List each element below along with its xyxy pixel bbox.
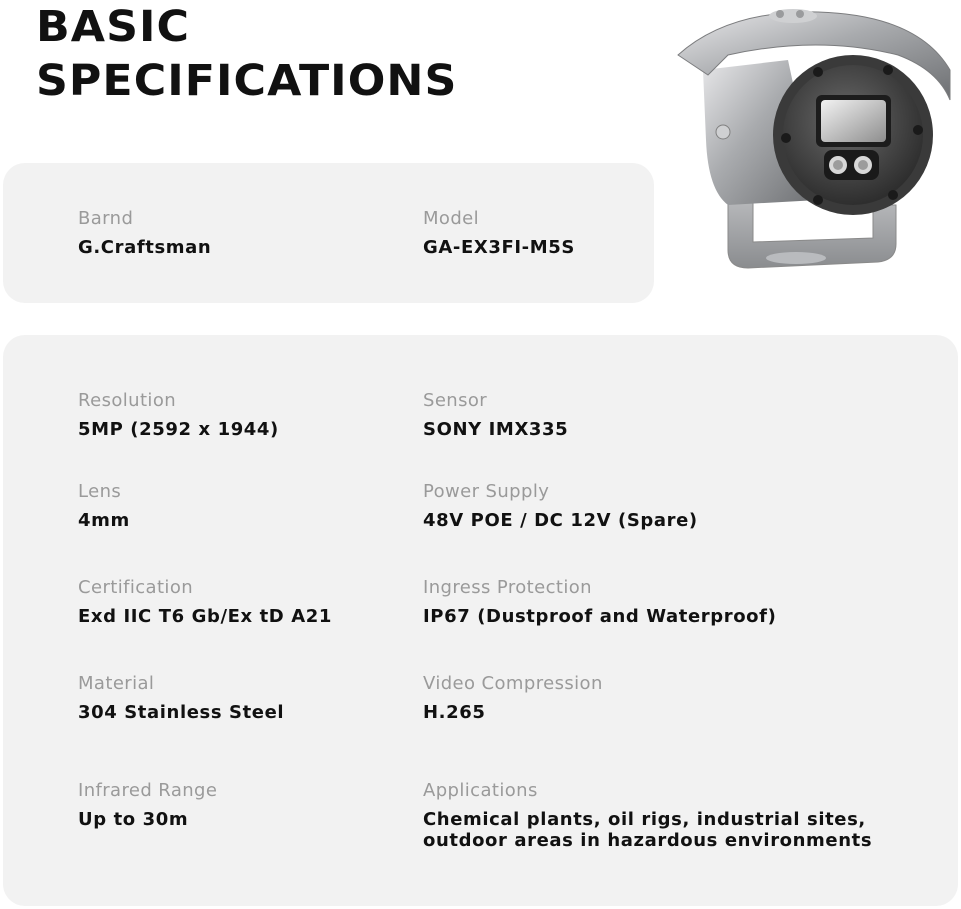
identity-card (3, 163, 654, 303)
model-field (423, 208, 575, 258)
brand-field (78, 208, 211, 258)
title-line-2: SPECIFICATIONS (36, 56, 458, 106)
page-title (36, 0, 457, 108)
brand-value: G.Craftsman (78, 237, 212, 258)
ingress-label: Ingress Protection (423, 577, 592, 598)
compression-value: H.265 (423, 702, 486, 723)
compression-field (423, 673, 603, 723)
specs-card (3, 335, 958, 906)
compression-label: Video Compression (423, 673, 603, 694)
model-label: Model (423, 208, 480, 229)
sensor-value: SONY IMX335 (423, 419, 569, 440)
ingress-field (423, 577, 776, 627)
certification-value: Exd IIC T6 Gb/Ex tD A21 (78, 606, 332, 627)
lens-label: Lens (78, 481, 122, 502)
lens-field (78, 481, 130, 531)
certification-label: Certification (78, 577, 194, 598)
applications-label: Applications (423, 780, 538, 801)
explosion-proof-camera-icon (668, 0, 958, 278)
brand-label: Barnd (78, 208, 134, 229)
title-line-1: BASIC (36, 2, 191, 52)
ingress-value: IP67 (Dustproof and Waterproof) (423, 606, 777, 627)
applications-value: Chemical plants, oil rigs, industrial sites, outdoor areas in hazardous environments (423, 809, 873, 851)
lens-value: 4mm (78, 510, 130, 531)
material-value: 304 Stainless Steel (78, 702, 285, 723)
resolution-field (78, 390, 279, 440)
applications-field (423, 780, 923, 851)
material-field (78, 673, 284, 723)
infrared-field (78, 780, 217, 830)
resolution-value: 5MP (2592 x 1944) (78, 419, 279, 440)
model-value: GA-EX3FI-M5S (423, 237, 575, 258)
power-label: Power Supply (423, 481, 550, 502)
power-value: 48V POE / DC 12V (Spare) (423, 510, 698, 531)
infrared-value: Up to 30m (78, 809, 189, 830)
certification-field (78, 577, 332, 627)
material-label: Material (78, 673, 155, 694)
sensor-label: Sensor (423, 390, 488, 411)
sensor-field (423, 390, 568, 440)
power-field (423, 481, 698, 531)
infrared-label: Infrared Range (78, 780, 218, 801)
resolution-label: Resolution (78, 390, 177, 411)
